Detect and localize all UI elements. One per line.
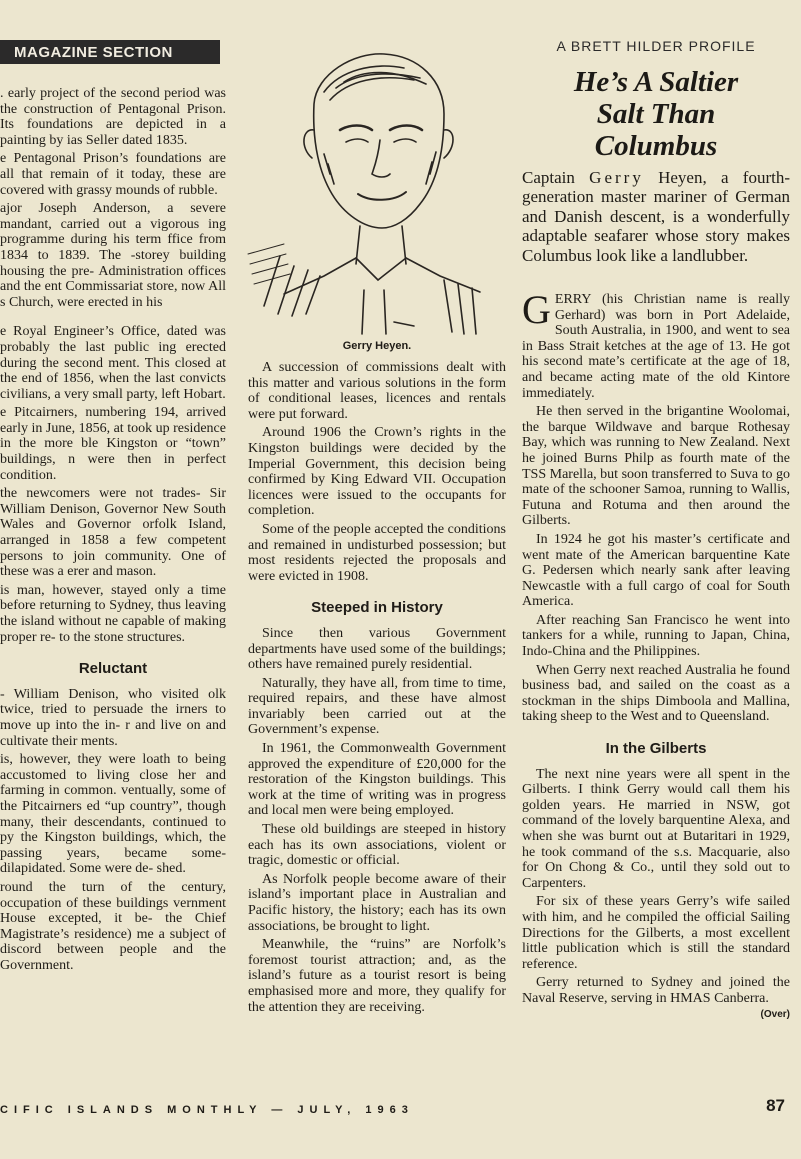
col1-paragraph: the newcomers were not trades- Sir William Denison, Governor New South Wales and Governor orfolk Island, arranged in 1858 a few competent persons to join community. One of these was a erer and mason.: [0, 486, 226, 580]
portrait-sketch-icon: [244, 44, 506, 336]
col2-paragraph: Meanwhile, the “ruins” are Norfolk’s foremost tourist attraction; and, as the island’s future as a tourist resort is being emphasised more and more, they qualify for the attention they are receiving.: [248, 937, 506, 1015]
col1-paragraph: e Pentagonal Prison’s foundations are all that remain of it today, these are covered with grassy mounds of rubble.: [0, 151, 226, 198]
col1-paragraph: e Royal Engineer’s Office, dated was probably the last public ing erected during the second ment. This closed at the end of 1856, when the last convicts civilians, a very small party, left Hobart.: [0, 324, 226, 402]
col1-paragraph: ajor Joseph Anderson, a severe mandant, carried out a vigorous ing programme during his term ffice from 1834 to 1839. The -storey building housing the pre- Administration offices and the ent Commissariat store, now All s Church, were erected in his: [0, 201, 226, 310]
col3-paragraph: For six of these years Gerry’s wife sailed with him, and he compiled the official Sailing Directions for the Gilberts, a most excellent little publication which is still the standard reference.: [522, 894, 790, 972]
headline: [528, 66, 784, 162]
subhead-reluctant: Reluctant: [78, 660, 148, 678]
column-3: [522, 287, 790, 1022]
col3-first-text: ERRY (his Christian name is really Gerhard) was born in Port Adelaide, South Australia, in 1900, and went to sea in Bass Strait ketches at the age of 13. He got his second mate’s certificate at the age of 18, and became acting mate of the old Kintore immediately.: [522, 292, 790, 401]
col1-paragraph: is man, however, stayed only a time before returning to Sydney, thus leaving the island without ne capable of making proper re- to the stone structures.: [0, 582, 226, 645]
page-number: 87: [766, 1096, 785, 1115]
portrait-caption: Gerry Heyen.: [342, 340, 412, 352]
running-title: CIFIC ISLANDS MONTHLY — JULY, 1963: [0, 1104, 414, 1116]
col3-paragraph: When Gerry next reached Australia he found business bad, and sailed on the coast as a stockman in the ships Dimboola and Mallina, taking sheep to the West and to Queensland.: [522, 662, 790, 725]
intro-paragraph: [522, 168, 790, 265]
col2-paragraph: Naturally, they have all, from time to time, required repairs, and these have almost invariably been carried out at the Government’s expense.: [248, 675, 506, 738]
subhead-in-the-gilberts: In the Gilberts: [605, 740, 707, 758]
drop-cap: G: [522, 287, 551, 332]
subhead-steeped-in-history: Steeped in History: [311, 599, 443, 617]
col3-paragraph: In 1924 he got his master’s certificate and went mate of the American barquentine Kate G. Pedersen which nearly sank after leaving Newcastle with a full cargo of coal for South America.: [522, 531, 790, 610]
col2-paragraph: Around 1906 the Crown’s rights in the Kingston buildings were decided by the Imperial Government, this decision being confirmed by King Edward VII. Occupation licences were issued to the occupants for completion.: [248, 425, 506, 519]
col1-paragraph: e Pitcairners, numbering 194, arrived early in June, 1856, at took up residence in the more ble Kingston or “town” buildings, n were then in perfect condition.: [0, 405, 226, 483]
col3-paragraph: After reaching San Francisco he went into tankers for a while, running to Japan, China, Indo-China and the Philippines.: [522, 612, 790, 660]
continued-over-label: (Over): [760, 1008, 790, 1020]
column-2: [248, 360, 506, 1018]
section-label: MAGAZINE SECTION: [14, 43, 173, 61]
col2-paragraph: As Norfolk people become aware of their island’s important place in Australian and Pacific history, the history; each has its own associations, be brought to light.: [248, 871, 506, 934]
col2-paragraph: These old buildings are steeped in history each has its own associations, violent or tragic, domestic or official.: [248, 822, 506, 869]
headline-line-3: Columbus: [594, 130, 718, 162]
column-1: [0, 86, 226, 976]
col3-paragraph: He then served in the brigantine Woolomai, the barque Wildwave and barque Rothesay Bay, which was running to New Zealand. Next he joined Burns Philp as fourth mate of the TSS Marella, but soon transferred to Suva to go mate of the schooner Samoa, running to Wallis, Futuna and Rotuma and then around the Gilberts.: [522, 404, 790, 529]
col3-first-paragraph: [522, 287, 790, 401]
headline-line-2: Salt Than: [596, 98, 716, 130]
col2-paragraph: Since then various Government departments have used some of the buildings; others have remained purely residential.: [248, 625, 506, 673]
intro-name: Gerry: [589, 168, 644, 187]
col2-paragraph: In 1961, the Commonwealth Government approved the expenditure of £20,000 for the restoration of the Kingston buildings. This work at the time of writing was in progress and local men were being employed.: [248, 741, 506, 819]
col2-paragraph: Some of the people accepted the conditions and remained in undisturbed possession; but most residents rejected the proposals and were evicted in 1908.: [248, 521, 506, 584]
intro-pre: Captain: [522, 168, 575, 187]
col3-last-text: Gerry returned to Sydney and joined the Naval Reserve, serving in HMAS Canberra.: [522, 975, 790, 1006]
col1-paragraph: is, however, they were loath to being accustomed to living close her and farming in common. ventually, some of the Pitcairners ed “up country”, though many, their descendants, continued to py the Kingston buildings, which, the passing years, became some- dilapidated. Some were de- shed.: [0, 752, 226, 877]
col2-paragraph: A succession of commissions dealt with this matter and various solutions in the form of conditional leases, licences and rentals were put forward.: [248, 360, 506, 422]
portrait-svg: [244, 44, 506, 336]
col1-paragraph: - William Denison, who visited olk twice, tried to persuade the irners to move up into the in- r and live on and cultivate their ments.: [0, 686, 226, 749]
intro-post: Heyen, a fourth-generation master mariner of German and Danish descent, is a wonderfully adaptable seafarer whose story makes Columbus look like a landlubber.: [522, 168, 791, 265]
section-banner: [0, 40, 220, 64]
col3-paragraph-last: [522, 975, 790, 1020]
headline-line-1: He’s A Saltier: [573, 66, 739, 98]
col1-paragraph: . early project of the second period was the construction of Pentagonal Prison. Its foundations are depicted in a painting by ias Seller dated 1835.: [0, 86, 226, 148]
col1-paragraph: round the turn of the century, occupation of these buildings vernment House excepted, it be- the Chief Magistrate’s residence) me a subject of discord between people and the Government.: [0, 879, 226, 973]
page-footer: [0, 1094, 801, 1120]
profile-label: A BRETT HILDER PROFILE: [556, 38, 756, 54]
col3-paragraph: The next nine years were all spent in the Gilberts. I think Gerry would call them his golden years. He married in NSW, got command of the lovely barquentine Alexa, and when she was burnt out at Butaritari in 1929, he took command of the s.s. Macquarie, also for On Chong & Co., until they sold out to Carpenters.: [522, 766, 790, 891]
